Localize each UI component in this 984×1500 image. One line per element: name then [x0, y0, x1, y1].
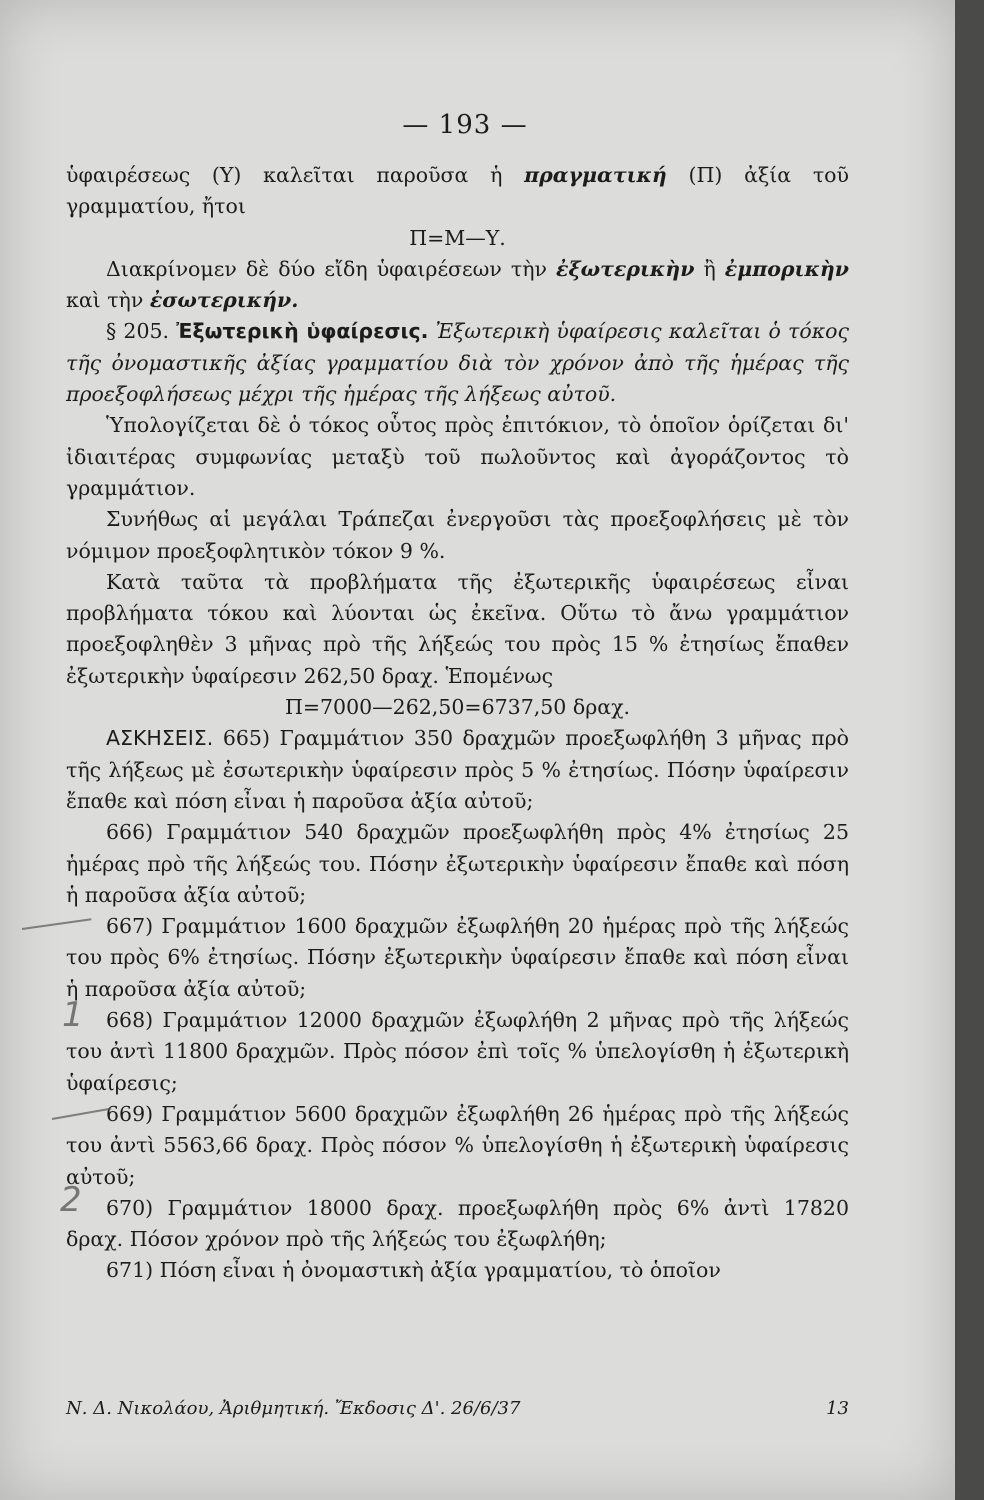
- exercises-label: ΑΣΚΗΣΕΙΣ.: [106, 726, 214, 751]
- pencil-mark-2: 2: [60, 1180, 82, 1220]
- exercise-669: 669) Γραμμάτιον 5600 δραχμῶν ἐξωφλήθη 26 ἡμέρας πρὸ τῆς λήξεώς του ἀντὶ 5563,66 δραχ. Πρὸς πόσον % ὑπελογίσθη ἡ ἐξωτερικὴ ὑφαίρεσις αὐτοῦ;: [66, 1101, 849, 1189]
- exercise-665: [66, 723, 849, 817]
- exercise-666: 666) Γραμμάτιον 540 δραχμῶν προεξωφλήθη πρὸς 4% ἐτησίως 25 ἡμέρας πρὸ τῆς λήξεώς του. Πόσην ἐξωτερικὴν ὑφαίρεσιν ἔπαθε καὶ πόση ἡ παροῦσα ἀξία αὐτοῦ;: [66, 820, 849, 907]
- paragraph-types: [66, 254, 849, 317]
- text-span: (Π) ἀξία τοῦ γραμματίου, ἤτοι: [66, 163, 849, 219]
- section-number: § 205.: [106, 319, 170, 344]
- emphasis-emporiki: ἐμπορικὴν: [724, 256, 849, 281]
- section-heading: Ἐξωτερικὴ ὑφαίρεσις.: [176, 319, 429, 344]
- signature-number: 13: [826, 1398, 849, 1419]
- page-number: — 193 —: [402, 110, 528, 140]
- emphasis-pragmatiki: πραγματική: [524, 163, 667, 187]
- section-205: [66, 316, 849, 410]
- exercise-671: 671) Πόση εἶναι ἡ ὀνομαστικὴ ἀξία γραμματίου, τὸ ὁποῖον: [106, 1258, 721, 1283]
- emphasis-exoteriki: ἐξωτερικὴν: [556, 256, 695, 281]
- page-body: [66, 160, 849, 1287]
- exercise-668: 668) Γραμμάτιον 12000 δραχμῶν ἐξωφλήθη 2 μῆνας πρὸ τῆς λήξεώς του ἀντὶ 11800 δραχμῶν. Πρὸς πόσον ἐπὶ τοῖς % ὑπελογίσθη ἡ ἐξωτερικὴ ὑφαίρεσις;: [66, 1008, 849, 1095]
- page-footer: [66, 1398, 849, 1419]
- pencil-mark-1: 1: [62, 995, 84, 1035]
- exercise-667: 667) Γραμμάτιον 1600 δραχμῶν ἐξωφλήθη 20 ἡμέρας πρὸ τῆς λήξεώς του πρὸς 6% ἐτησίως. Πόσην ἐξωτερικὴν ὑφαίρεσιν ἔπαθε καὶ πόση εἶναι ἡ παροῦσα ἀξία αὐτοῦ;: [66, 914, 849, 1001]
- text-span: καὶ τὴν: [66, 288, 150, 313]
- section-definition: Ἐξωτερικὴ ὑφαίρεσις καλεῖται ὁ τόκος τῆς ὀνομαστικῆς ἀξίας γραμματίου διὰ τὸν χρόνον ἀπὸ τῆς ἡμέρας τῆς προεξοφλήσεως μέχρι τῆς ἡμέρας τῆς λήξεως αὐτοῦ.: [66, 319, 849, 407]
- paragraph-present-value: [66, 160, 849, 223]
- paragraph-banks: Συνήθως αἱ μεγάλαι Τράπεζαι ἐνεργοῦσι τὰς προεξοφλήσεις μὲ τὸν νόμιμον προεξοφλητικὸν τόκον 9 %.: [66, 507, 849, 563]
- formula-2: Π=7000—262,50=6737,50 δραχ.: [284, 695, 631, 720]
- paragraph-rate: Ὑπολογίζεται δὲ ὁ τόκος οὗτος πρὸς ἐπιτόκιον, τὸ ὁποῖον ὁρίζεται δι' ἰδιαιτέρας συμφωνίας μεταξὺ τοῦ πωλοῦντος καὶ ἀγοράζοντος τὸ γραμμάτιον.: [66, 413, 849, 500]
- exercise-text: 665) Γραμμάτιον 350 δραχμῶν προεξωφλήθη 3 μῆνας πρὸ τῆς λήξεως μὲ ἐσωτερικὴν ὑφαίρεσιν πρὸς 5 % ἐτησίως. Πόσην ὑφαίρεσιν ἔπαθε καὶ πόση εἶναι ἡ παροῦσα ἀξία αὐτοῦ;: [66, 726, 849, 813]
- exercise-670: 670) Γραμμάτιον 18000 δραχ. προεξωφλήθη πρὸς 6% ἀντὶ 17820 δραχ. Πόσον χρόνον πρὸ τῆς λήξεώς του ἐξωφλήθη;: [66, 1195, 849, 1252]
- paragraph-example: Κατὰ ταῦτα τὰ προβλήματα τῆς ἐξωτερικῆς ὑφαιρέσεως εἶναι προβλήματα τόκου καὶ λύονται ὡς ἐκεῖνα. Οὕτω τὸ ἄνω γραμμάτιον προεξοφληθὲν 3 μῆνας πρὸ τῆς λήξεώς του πρὸς 15 % ἐτησίως ἔπαθεν ἐξωτερικὴν ὑφαίρεσιν 262,50 δραχ. Ἑπομένως: [66, 569, 849, 688]
- emphasis-esoteriki: ἐσωτερικήν.: [149, 288, 299, 313]
- footer-imprint: Ν. Δ. Νικολάου, Ἀριθμητική. Ἔκδοσις Δ'. 26/6/37: [66, 1398, 521, 1419]
- formula-1: Π=Μ—Υ.: [409, 225, 506, 250]
- text-span: ἢ: [694, 256, 725, 281]
- text-span: Διακρίνομεν δὲ δύο εἴδη ὑφαιρέσεων τὴν: [106, 256, 556, 281]
- text-span: ὑφαιρέσεως (Υ) καλεῖται παροῦσα ἡ: [66, 163, 525, 187]
